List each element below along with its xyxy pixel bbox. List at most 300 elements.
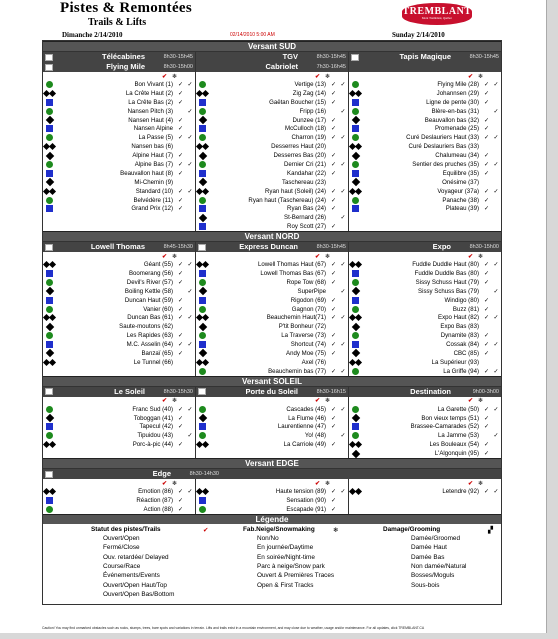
trail-row: [196, 322, 348, 331]
trail-row: [196, 98, 348, 107]
black-diamond-icon: [45, 288, 54, 295]
status-check-icon: ✓: [330, 415, 337, 422]
trail-name: Duncan Haut (59): [124, 296, 173, 304]
status-check-icon: ✓: [177, 489, 184, 495]
status-check-icon: ✓: [330, 297, 337, 304]
page-title: Pistes & Remontées: [60, 0, 193, 16]
green-circle-icon: [45, 432, 54, 439]
trail-row: [349, 440, 501, 449]
trail-row: [196, 287, 348, 296]
trail-name: Porc-à-pic (44): [132, 441, 173, 449]
trail-list: [43, 80, 195, 213]
double-black-diamond-icon: [351, 441, 360, 448]
trail-name: CBC (85): [453, 349, 479, 357]
double-black-diamond-icon: [198, 488, 207, 495]
black-diamond-icon: [351, 323, 360, 330]
trail-name: Sensation (90): [286, 496, 326, 504]
grooming-icon: ✓: [340, 81, 346, 88]
trail-row: [43, 80, 195, 89]
status-check-icon: ✓: [483, 350, 490, 357]
legend-item: Événements/Events: [103, 572, 160, 580]
status-check-icon: ✓: [330, 333, 337, 340]
blue-square-icon: [351, 99, 360, 106]
status-check-icon: ✓: [177, 350, 184, 357]
status-check-icon: ✓: [483, 161, 490, 168]
status-check-icon: ✓: [483, 90, 490, 97]
black-diamond-icon: [45, 323, 54, 330]
trail-name: Yo! (48): [304, 432, 326, 440]
status-check-icon: ✓: [330, 126, 337, 133]
grooming-icon: ✓: [493, 433, 499, 440]
trail-name: La Crête Haut (2): [125, 89, 173, 97]
trail-row: [196, 124, 348, 133]
trail-list: [43, 487, 195, 514]
green-circle-icon: [45, 197, 54, 204]
trail-name: Desserres Haut (20): [271, 143, 326, 151]
grooming-icon: ✓: [493, 368, 499, 375]
open-check-icon: ✔: [203, 526, 209, 534]
blue-square-icon: [45, 497, 54, 504]
window-scrollbar[interactable]: [546, 0, 558, 639]
trail-row: [349, 204, 501, 213]
grooming-icon: ✓: [493, 108, 499, 115]
trail-row: [196, 431, 348, 440]
lift-expo: Expo 8h30-15h00: [349, 242, 501, 252]
trail-list: [349, 487, 501, 496]
grooming-icon: ✓: [187, 81, 193, 88]
trail-row: [43, 98, 195, 107]
black-diamond-icon: [351, 288, 360, 295]
double-black-diamond-icon: [198, 90, 207, 97]
grooming-icon: ✓: [493, 135, 499, 142]
status-check-icon: ✓: [177, 188, 184, 195]
edge-section: Edge 8h30-14h30 ✔ ❄ Émotion (86) ✓ ✓ Réaction (87) ✓ Action (88) ✓ ✔ ❄ Haute tension (89) ✓ ✓ Sensation (90) ✓ Escapade (91) ✓ ✔ ❄ Letendre (92) ✓ ✓: [43, 468, 501, 514]
grooming-icon: ✓: [493, 342, 499, 349]
tremblant-logo[interactable]: [402, 3, 472, 25]
black-diamond-icon: [351, 350, 360, 357]
status-check-icon: ✓: [330, 279, 337, 286]
grooming-icon: ✓: [493, 315, 499, 322]
trail-row: [43, 260, 195, 269]
trail-row: [196, 414, 348, 423]
status-check-icon: ✓: [483, 424, 490, 431]
trail-row: [349, 116, 501, 125]
grooming-icon: ✓: [493, 406, 499, 413]
trail-row: [349, 142, 501, 151]
status-check-icon: ✓: [177, 153, 184, 160]
double-black-diamond-icon: [45, 143, 54, 150]
trail-name: Kandahar (22): [287, 169, 326, 177]
trail-row: [196, 213, 348, 222]
nord-section: Lowell Thomas 8h45-15h30 ✔ ❄ Géant (55) ✓ ✓ Boomerang (56) ✓ Devil's River (57) ✓ Boiling Kettle (58) ✓ Duncan Haut (59) ✓ Vanier (60) ✓ Duncan Bas (61) ✓ ✓ Saute-moutons (62) Les Rapides (63) ✓ M.C. Asselin (64) ✓ ✓ Banzaï (65) ✓ Le Tunnel (66) Express Duncan 8h30-15h45 ✔ ❄ Lowell Thomas Haut (67) ✓ ✓ Lowell Thomas Bas (67) ✓ Rope Tow (68) ✓ SuperPipe ✓ Rigodon (69) ✓ Gagnon (70) ✓ Beauchemin Haut(71) ✓ ✓ P'tit Bonheur (72) La Traverse (73) ✓ Shortcut (74) ✓ ✓ Andy Moe (75) ✓ Axel (76) Beauchemin bas (77) ✓ ✓ Expo 8h30-15h00 ✔ ❄ Fuddle Duddle Haut (80) ✓ ✓ Fuddle Duddle Bas (80) ✓ Sissy Schuss Haut (79) ✓ Sissy Schuss Bas (79) ✓ Windigo (80) ✓ Buzz (81) ✓ Expo Haut (82) ✓ ✓ Expo Bas (83) Dynamite (83) ✓ Cossak (84) ✓ ✓ CBC (85) ✓ La Supérieur (93) La Griffe (94) ✓ ✓: [43, 241, 501, 376]
trail-row: [43, 313, 195, 322]
blue-square-icon: [198, 497, 207, 504]
trail-row: [43, 322, 195, 331]
lift-express-duncan: Express Duncan 8h30-15h45: [196, 242, 348, 252]
blue-square-icon: [45, 270, 54, 277]
grooming-icon: ✓: [187, 108, 193, 115]
grooming-icon: ✓: [493, 288, 499, 295]
chair-icon: [198, 388, 206, 395]
status-check-icon: ✓: [330, 368, 337, 375]
trail-name: Gaëtan Boucher (15): [269, 98, 326, 106]
status-check-icon: ✓: [483, 342, 490, 349]
trail-row: [43, 89, 195, 98]
status-check-icon: ✓: [330, 497, 337, 504]
black-diamond-icon: [45, 350, 54, 357]
status-check-icon: ✓: [483, 406, 490, 413]
trail-row: [349, 414, 501, 423]
trail-row: [349, 98, 501, 107]
status-check-icon: ✓: [483, 368, 490, 375]
trail-row: [196, 358, 348, 367]
trail-name: Toboggan (41): [133, 414, 173, 422]
trail-row: [196, 331, 348, 340]
trail-row: [349, 423, 501, 432]
trail-name: Beauchemin Haut(71): [266, 314, 326, 322]
trail-name: Desserres Bas (20): [273, 152, 326, 160]
status-check-icon: ✓: [483, 415, 490, 422]
trail-name: Les Rapides (63): [126, 332, 173, 340]
green-circle-icon: [198, 506, 207, 513]
trail-name: Équilibre (35): [442, 169, 479, 177]
trail-name: Vertige (13): [294, 80, 326, 88]
trail-name: Axel (76): [301, 358, 326, 366]
trail-row: [196, 305, 348, 314]
trail-name: Tapecul (42): [139, 423, 173, 431]
status-check-icon: ✓: [177, 135, 184, 142]
trail-name: McCulloch (18): [285, 125, 326, 133]
status-check-icon: ✓: [330, 99, 337, 106]
blue-square-icon: [351, 125, 360, 132]
carpet-icon: [351, 54, 359, 61]
status-check-icon: ✓: [177, 161, 184, 168]
trail-name: Duncan Bas (61): [127, 314, 173, 322]
black-diamond-icon: [45, 152, 54, 159]
green-circle-icon: [198, 432, 207, 439]
status-check-icon: ✓: [177, 262, 184, 269]
green-circle-icon: [198, 279, 207, 286]
status-check-icon: ✓: [177, 442, 184, 449]
trail-row: [43, 107, 195, 116]
black-diamond-icon: [198, 179, 207, 186]
trail-name: Saute-moutons (62): [119, 323, 173, 331]
trail-name: Beauvallon haut (8): [120, 169, 173, 177]
trail-name: Grand Prix (12): [131, 205, 173, 213]
lift-flying-mile: Flying Mile 8h30-15h00: [43, 62, 195, 72]
grooming-icon: ✓: [187, 161, 193, 168]
trail-name: St-Bernard (26): [284, 214, 326, 222]
trail-row: [349, 287, 501, 296]
black-diamond-icon: [351, 415, 360, 422]
green-circle-icon: [351, 279, 360, 286]
trail-name: Windigo (80): [444, 296, 479, 304]
black-diamond-icon: [45, 179, 54, 186]
blue-square-icon: [198, 423, 207, 430]
grooming-icon: ✓: [187, 342, 193, 349]
trail-list: [43, 260, 195, 367]
trail-name: Action (88): [143, 505, 173, 513]
status-check-icon: ✓: [330, 197, 337, 204]
legend-item: Parc à neige/Snow park: [257, 562, 325, 570]
status-check-icon: ✓: [177, 333, 184, 340]
black-diamond-icon: [198, 117, 207, 124]
trail-name: Mi-Chemin (9): [134, 178, 173, 186]
status-check-icon: ✓: [330, 506, 337, 513]
status-check-icon: ✓: [177, 415, 184, 422]
grooming-icon: ✓: [187, 288, 193, 295]
date-french: Dimanche 2/14/2010: [62, 31, 123, 39]
double-black-diamond-icon: [198, 359, 207, 366]
trail-row: [196, 178, 348, 187]
grooming-icon: ✓: [340, 342, 346, 349]
blue-square-icon: [45, 341, 54, 348]
green-circle-icon: [45, 332, 54, 339]
double-black-diamond-icon: [198, 441, 207, 448]
lift-porte-du-soleil: Porte du Soleil 8h30-16h15: [196, 387, 348, 397]
trail-row: [196, 487, 348, 496]
blue-square-icon: [45, 205, 54, 212]
trail-name: Émotion (86): [138, 488, 173, 495]
trail-row: [43, 287, 195, 296]
trail-row: [43, 133, 195, 142]
trail-name: Dunzee (17): [292, 116, 326, 124]
grooming-icon: ✓: [187, 489, 193, 495]
versant-sud-band: Versant SUD: [43, 41, 501, 51]
green-circle-icon: [198, 332, 207, 339]
trail-row: [349, 196, 501, 205]
trail-row: [196, 80, 348, 89]
logo-text: TREMBLANT: [402, 6, 472, 17]
green-circle-icon: [351, 134, 360, 141]
blue-square-icon: [45, 125, 54, 132]
trail-row: [43, 151, 195, 160]
grooming-icon: ✓: [340, 161, 346, 168]
trail-row: [349, 340, 501, 349]
trail-row: [196, 204, 348, 213]
grooming-icon: ✓: [340, 368, 346, 375]
trail-row: [43, 124, 195, 133]
trail-row: [196, 160, 348, 169]
green-circle-icon: [351, 161, 360, 168]
trail-name: Haute tension (89): [275, 488, 326, 495]
double-black-diamond-icon: [45, 359, 54, 366]
trail-row: [43, 431, 195, 440]
trail-row: [349, 269, 501, 278]
status-check-icon: ✓: [483, 333, 490, 340]
legend-item: Ouvert & Premières Traces: [257, 572, 335, 580]
trail-row: [43, 331, 195, 340]
trail-name: Letendre (92): [442, 488, 479, 495]
trail-name: Flying Mile (28): [437, 80, 479, 88]
trail-name: Zig Zag (14): [292, 89, 326, 97]
trail-name: Charron (19): [291, 134, 326, 142]
trail-row: [196, 496, 348, 505]
trail-row: [349, 322, 501, 331]
trail-row: [196, 260, 348, 269]
trail-row: [349, 260, 501, 269]
green-circle-icon: [351, 368, 360, 375]
trail-name: Gagnon (70): [291, 305, 326, 313]
blue-square-icon: [351, 170, 360, 177]
status-check-icon: ✓: [483, 306, 490, 313]
green-circle-icon: [45, 406, 54, 413]
sud-lift-col3: [348, 52, 501, 72]
status-check-icon: ✓: [330, 262, 337, 269]
green-circle-icon: [198, 161, 207, 168]
versant-nord-band: Versant NORD: [43, 231, 501, 241]
status-check-icon: ✓: [177, 315, 184, 322]
status-check-icon: ✓: [177, 197, 184, 204]
soleil-section: Le Soleil 8h30-15h30 ✔ ❄ Franc Sud (40) ✓ ✓ Toboggan (41) ✓ Tapecul (42) ✓ Tipuidou (43) ✓ Porc-à-pic (44) ✓ Porte du Soleil 8h30-16h15 ✔ ❄ Cascades (45) ✓ ✓ La Flume (46) ✓ Laurentienne (47) ✓ Yo! (48) ✓ La Carriole (49) ✓ Destination 9h00-3h00 ✔ ❄ La Garette (50) ✓ ✓ Bon vieux temps (51) ✓ Brassee-Camarades (52) ✓ La Jamme (53) ✓ Les Bouleaux (54) ✓ L'Algonquin (95) ✓: [43, 386, 501, 458]
double-black-diamond-icon: [45, 188, 54, 195]
trail-name: Sissy Schuss Haut (79): [415, 278, 479, 286]
trail-name: M.C. Asselin (64): [126, 341, 173, 349]
green-circle-icon: [198, 108, 207, 115]
status-check-icon: ✓: [483, 279, 490, 286]
trail-name: Nansen bas (6): [131, 143, 173, 151]
trail-row: [196, 169, 348, 178]
double-black-diamond-icon: [351, 90, 360, 97]
status-check-icon: ✓: [330, 489, 337, 495]
trail-name: Réaction (87): [136, 496, 173, 504]
snowflake-icon: ❄: [333, 526, 339, 534]
status-check-icon: ✓: [483, 315, 490, 322]
double-black-diamond-icon: [351, 314, 360, 321]
trail-row: [196, 222, 348, 231]
trail-row: [196, 340, 348, 349]
status-check-icon: ✓: [330, 135, 337, 142]
status-check-icon: ✓: [330, 90, 337, 97]
double-black-diamond-icon: [198, 314, 207, 321]
trail-row: [196, 187, 348, 196]
trail-row: [196, 367, 348, 376]
trail-list: [196, 260, 348, 376]
legend-item: Damée Bas: [411, 553, 445, 561]
groomer-icon: ▞: [488, 526, 493, 534]
trail-name: Brassee-Camarades (52): [410, 423, 479, 431]
trail-row: [43, 169, 195, 178]
trail-row: [349, 405, 501, 414]
trail-name: Escapade (91): [286, 505, 326, 513]
trail-name: Beauvallon bas (32): [424, 116, 479, 124]
green-circle-icon: [198, 81, 207, 88]
trail-name: Blère-en-bas (31): [431, 107, 479, 115]
status-check-icon: ✓: [177, 342, 184, 349]
status-check-icon: ✓: [177, 279, 184, 286]
trail-row: [349, 187, 501, 196]
page-subtitle: Trails & Lifts: [88, 17, 147, 28]
trail-name: Sentier des pruches (35): [412, 160, 479, 168]
green-circle-icon: [351, 108, 360, 115]
blue-square-icon: [351, 423, 360, 430]
trail-name: Voyageur (37a): [437, 187, 479, 195]
trail-name: La Flume (46): [288, 414, 326, 422]
blue-square-icon: [45, 170, 54, 177]
lift-tgv: TGV 8h30-15h45: [196, 52, 348, 62]
trail-row: [349, 151, 501, 160]
status-check-icon: ✓: [483, 451, 490, 458]
double-black-diamond-icon: [45, 488, 54, 495]
double-black-diamond-icon: [45, 90, 54, 97]
status-check-icon: ✓: [483, 153, 490, 160]
trail-name: Curé Deslauriers Haut (33): [406, 134, 479, 142]
status-check-icon: ✓: [177, 297, 184, 304]
double-black-diamond-icon: [198, 143, 207, 150]
legend-item: Non/No: [257, 534, 279, 542]
logo-subtext: Mont Tremblant, Québec: [421, 16, 453, 20]
status-check-icon: ✓: [483, 135, 490, 142]
trail-row: [349, 313, 501, 322]
sud-section: [43, 51, 501, 231]
trail-row: [349, 89, 501, 98]
trail-row: [349, 367, 501, 376]
status-check-icon: ✓: [483, 99, 490, 106]
trail-name: Banzaï (65): [141, 349, 173, 357]
status-check-icon: ✓: [330, 117, 337, 124]
trail-name: Panache (38): [442, 196, 479, 204]
sud-trails-col3: ✔ ❄ Flying Mile (28) ✓ ✓ Johannsen (29) ✓ Ligne de pente (30) ✓ Blère-en-bas (31) ✓ Beauvallon bas (32) ✓ Promenade (25) ✓ Curé Deslauriers Haut (33) ✓ ✓ Curé Deslauriers Bas (33) Chalumeau (34) ✓ Sentier des pruches (35) ✓ ✓ Équilibre (35) ✓ Onésime (37) Voyageur (37a) ✓ ✓ Panache (38) ✓ Plateau (39) ✓: [348, 72, 501, 231]
trail-name: Les Bouleaux (54): [429, 441, 479, 449]
blue-square-icon: [351, 205, 360, 212]
double-black-diamond-icon: [351, 143, 360, 150]
trail-row: [43, 160, 195, 169]
status-check-icon: ✓: [483, 81, 490, 88]
trail-row: [43, 142, 195, 151]
trail-name: La Carriole (49): [283, 441, 326, 449]
legend-status-title: Statut des pistes/Trails: [91, 525, 161, 533]
black-diamond-icon: [198, 350, 207, 357]
trail-row: [349, 133, 501, 142]
green-circle-icon: [198, 368, 207, 375]
sud-lift-col1: [43, 52, 195, 72]
trail-name: Belvédère (11): [133, 196, 173, 204]
status-check-icon: ✓: [483, 270, 490, 277]
trail-name: Lowell Thomas Bas (67): [260, 269, 326, 277]
status-check-icon: ✓: [483, 442, 490, 449]
trail-row: [43, 496, 195, 505]
trail-row: [196, 505, 348, 514]
legend-item: Course/Race: [103, 562, 141, 570]
trail-row: [43, 305, 195, 314]
legend-item: Damée Haut: [411, 544, 447, 552]
green-circle-icon: [45, 134, 54, 141]
blue-square-icon: [351, 341, 360, 348]
chair-icon: [45, 244, 53, 251]
green-circle-icon: [45, 108, 54, 115]
green-circle-icon: [45, 161, 54, 168]
trail-name: Ryan haut (Soleil) (24): [265, 187, 326, 195]
chair-icon: [198, 244, 206, 251]
trail-name: Fuddle Duddle Haut (80): [412, 261, 479, 269]
trail-name: P'tit Bonheur (72): [278, 323, 326, 331]
grooming-icon: ✓: [340, 188, 346, 195]
trail-name: Franc Sud (40): [132, 405, 173, 413]
trail-name: Fripp (16): [299, 107, 326, 115]
green-circle-icon: [351, 406, 360, 413]
double-black-diamond-icon: [45, 261, 54, 268]
black-diamond-icon: [351, 179, 360, 186]
trail-name: Standard (10): [135, 187, 173, 195]
status-check-icon: ✓: [177, 270, 184, 277]
blue-square-icon: [351, 297, 360, 304]
trail-list: [43, 405, 195, 449]
trail-name: Beauchemin bas (77): [268, 367, 326, 375]
trail-row: [43, 405, 195, 414]
black-diamond-icon: [198, 323, 207, 330]
trail-name: Roy Scott (27): [287, 223, 326, 231]
trail-row: [196, 269, 348, 278]
